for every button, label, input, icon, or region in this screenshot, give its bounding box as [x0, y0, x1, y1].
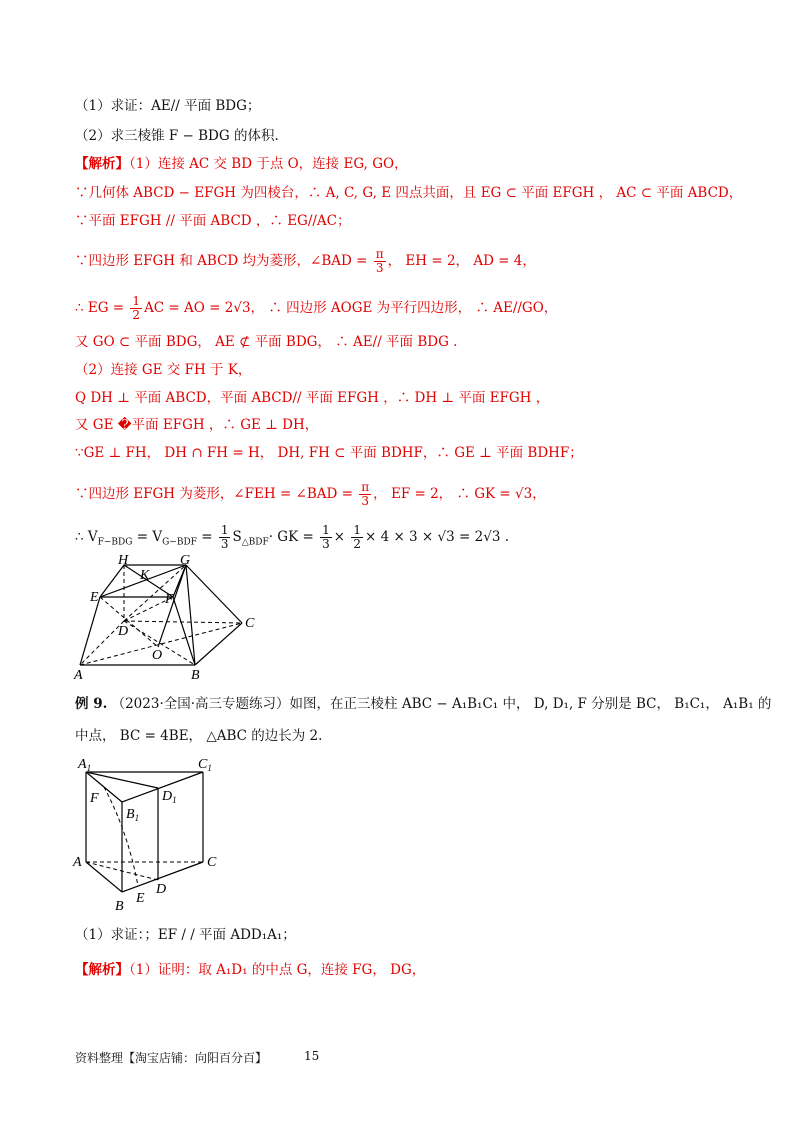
- label-c: C: [207, 855, 217, 870]
- solution-text: （1）连接 AC 交 BD 于点 O，连接 EG, GO，: [129, 156, 408, 172]
- numerator: π: [375, 247, 384, 261]
- example-9-question-1: （1）求证：；EF / / 平面 ADD₁A₁；: [75, 927, 296, 943]
- fraction: [351, 524, 363, 551]
- denominator: 3: [322, 537, 330, 551]
- solution-line-6: 又 GO ⊂ 平面 BDG， AE ⊄ 平面 BDG， ∴ AE// 平面 BDG .: [75, 334, 458, 350]
- label-d: D: [156, 882, 167, 897]
- edge-ea: [80, 597, 100, 665]
- denominator: 3: [361, 494, 370, 508]
- solution-line-12: [75, 524, 509, 553]
- denominator: 3: [375, 261, 384, 275]
- fraction: [320, 524, 332, 551]
- solution-line-10: ∵GE ⊥ FH， DH ∩ FH = H， DH, FH ⊂ 平面 BDHF，∴ GE ⊥ 平面 BDHF；: [75, 445, 583, 461]
- numerator: π: [361, 480, 370, 494]
- label-c1: $C_1$: [198, 757, 212, 773]
- subscript: △BDF: [241, 537, 269, 548]
- footer-text: 资料整理【淘宝店铺：向阳百分百】: [75, 1051, 268, 1065]
- solution-text: ， EF = 2， ∴ GK = √3，: [373, 486, 546, 502]
- example-9-line-1: [75, 694, 771, 714]
- solution-text: =: [196, 529, 213, 545]
- denominator: 3: [220, 537, 229, 551]
- subscript: G−BDF: [162, 537, 197, 548]
- solution-text: ， EH = 2， AD = 4，: [387, 253, 536, 269]
- numerator: 1: [322, 523, 330, 537]
- fraction: [219, 524, 231, 551]
- solution-line-9: 又 GE �平面 EFGH ，∴ GE ⊥ DH，: [75, 417, 319, 433]
- fraction: [130, 295, 142, 322]
- solution-text: S: [232, 529, 242, 545]
- solution-line-5: [75, 295, 557, 322]
- example-9-solution: [75, 960, 425, 980]
- label-d1: $D_1$: [162, 789, 177, 805]
- page-number: 15: [304, 1049, 320, 1063]
- label-c: C: [245, 616, 255, 631]
- solution-text: = V: [132, 529, 163, 545]
- solution-line-2: [75, 183, 742, 203]
- example-label: 例 9.: [75, 696, 108, 712]
- question-2: （2）求三棱锥 F − BDG 的体积.: [75, 128, 279, 144]
- solution-text: AC ⊂ 平面 ABCD，: [612, 185, 743, 201]
- label-o: O: [152, 648, 163, 663]
- edge-gc: [186, 565, 242, 623]
- solution-text: ∵四边形 EFGH 和 ABCD 均为菱形，∠BAD =: [75, 253, 368, 269]
- label-g: G: [180, 555, 191, 568]
- numerator: 1: [132, 294, 141, 308]
- solution-line-1: [75, 154, 408, 174]
- edge-ab: [86, 862, 122, 892]
- label-a: A: [73, 855, 82, 870]
- edge-eo: [100, 597, 158, 647]
- solution-label: 【解析】: [75, 962, 129, 978]
- solution-text: AC = AO = 2√3， ∴ 四边形 AOGE 为平行四边形， ∴ AE//GO，: [144, 300, 558, 316]
- label-e: E: [136, 891, 145, 906]
- subscript: F−BDG: [97, 537, 133, 548]
- numerator: 1: [220, 523, 229, 537]
- label-f: F: [90, 791, 99, 806]
- solution-label: 【解析】: [75, 156, 129, 172]
- label-b: B: [115, 899, 124, 914]
- label-a: A: [74, 668, 83, 683]
- solution-line-7: （2）连接 GE 交 FH 于 K，: [75, 362, 252, 378]
- example-text: （2023·全国·高三专题练习）如图，在正三棱柱 ABC − A₁B₁C₁ 中， D, D₁, F 分别是 BC， B₁C₁， A₁B₁ 的: [111, 696, 772, 712]
- edge-a1d1: [86, 772, 158, 788]
- label-e: E: [90, 590, 99, 605]
- label-d: D: [118, 624, 129, 639]
- solution-text: ∴ EG =: [75, 300, 125, 316]
- fraction: [359, 481, 371, 508]
- label-b: B: [191, 668, 200, 683]
- solution-line-8: Q DH ⊥ 平面 ABCD，平面 ABCD// 平面 EFGH ，∴ DH ⊥ 平面 EFGH ，: [75, 390, 550, 406]
- numerator: 1: [353, 523, 361, 537]
- denominator: 2: [353, 537, 361, 551]
- solution-line-11: [75, 481, 546, 508]
- solution-text: · GK =: [268, 529, 314, 545]
- label-b1: $B_1$: [126, 807, 140, 823]
- solution-text: ×: [333, 529, 346, 545]
- fraction: [374, 248, 386, 275]
- label-a1: $A_1$: [78, 757, 92, 773]
- frustum-figure: [70, 555, 270, 685]
- question-1: （1）求证：AE// 平面 BDG；: [75, 98, 261, 114]
- solution-text: ∵几何体 ABCD − EFGH 为四棱台，∴ A, C, G, E 四点共面，且 EG ⊂ 平面 EFGH ，: [75, 185, 613, 201]
- solution-text: ∵四边形 EFGH 为菱形，∠FEH = ∠BAD =: [75, 486, 353, 502]
- example-9-line-2: 中点， BC = 4BE， △ABC 的边长为 2.: [75, 728, 323, 744]
- solution-text: （1）证明：取 A₁D₁ 的中点 G，连接 FG， DG，: [129, 962, 426, 978]
- denominator: 2: [132, 308, 141, 322]
- solution-line-4: [75, 248, 536, 275]
- label-h: H: [118, 555, 129, 568]
- solution-text: × 4 × 3 × √3 = 2√3 .: [364, 529, 509, 545]
- edge-dc: [124, 621, 242, 623]
- solution-line-3: ∵平面 EFGH // 平面 ABCD ，∴ EG//AC；: [75, 213, 351, 229]
- label-f: F: [165, 592, 174, 607]
- label-k: K: [140, 568, 150, 583]
- prism-figure: [70, 752, 230, 917]
- solution-text: ∴ V: [75, 529, 98, 545]
